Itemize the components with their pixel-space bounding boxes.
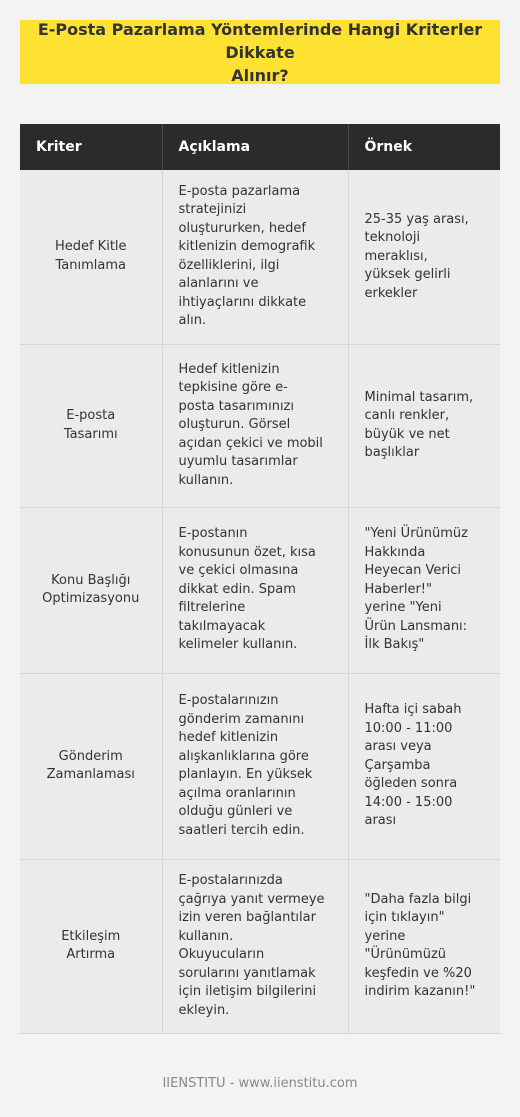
header-aciklama: Açıklama xyxy=(162,124,348,170)
cell-ornek xyxy=(348,344,500,507)
criteria-table xyxy=(20,124,500,1034)
table-row xyxy=(20,507,500,673)
kriter-text: Konu Başlığı Optimizasyonu xyxy=(42,572,140,606)
cell-kriter xyxy=(20,673,162,859)
kriter-text: E-posta Tasarımı xyxy=(63,408,118,442)
cell-kriter xyxy=(20,507,162,673)
aciklama-text: E-posta pazarlama stratejinizi oluştururken, hedef kitlenizin demografik özelliklerini, ilgi alanlarını ve ihtiyaçlarını dikkate alın. xyxy=(178,183,316,329)
kriter-text: Etkileşim Artırma xyxy=(61,928,121,962)
aciklama-text: Hedef kitlenizin tepkisine göre e- posta tasarımınızı oluşturun. Görsel açıdan çekici ve mobil uyumlu tasarımlar kullanın. xyxy=(178,361,323,488)
table-row xyxy=(20,859,500,1033)
title-banner xyxy=(20,20,500,84)
cell-aciklama xyxy=(162,507,348,673)
cell-kriter xyxy=(20,344,162,507)
title-line-2: Alınır? xyxy=(231,65,289,85)
cell-ornek xyxy=(348,673,500,859)
ornek-text: "Daha fazla bilgi için tıklayın" yerine "Ürünümüzü keşfedin ve %20 indirim kazanın!" xyxy=(364,891,476,999)
cell-aciklama xyxy=(162,673,348,859)
cell-aciklama xyxy=(162,170,348,344)
cell-aciklama xyxy=(162,344,348,507)
cell-kriter xyxy=(20,859,162,1033)
footer-credit: IIENSTITU - www.iienstitu.com xyxy=(162,1076,358,1091)
ornek-text: Hafta içi sabah 10:00 - 11:00 arası veya Çarşamba öğleden sonra 14:00 - 15:00 arası xyxy=(364,702,462,829)
cell-ornek xyxy=(348,507,500,673)
kriter-text: Hedef Kitle Tanımlama xyxy=(54,239,127,273)
ornek-text: "Yeni Ürünümüz Hakkında Heyecan Verici Haberler!" yerine "Yeni Ürün Lansmanı: İlk Bakış" xyxy=(364,526,468,653)
header-ornek: Örnek xyxy=(348,124,500,170)
page-title xyxy=(20,18,500,87)
title-line-1: E-Posta Pazarlama Yöntemlerinde Hangi Kriterler Dikkate xyxy=(37,19,483,62)
aciklama-text: E-postanın konusunun özet, kısa ve çekici olmasına dikkat edin. Spam filtrelerine takılmayacak kelimeler kullanın. xyxy=(178,526,316,653)
table-row xyxy=(20,673,500,859)
aciklama-text: E-postalarınızda çağrıya yanıt vermeye izin veren bağlantılar kullanın. Okuyucuların sorularını yanıtlamak için iletişim bilgilerini ekleyin. xyxy=(178,873,325,1018)
table-row xyxy=(20,170,500,344)
table-row xyxy=(20,344,500,507)
aciklama-text: E-postalarınızın gönderim zamanını hedef kitlenizin alışkanlıklarına göre planlayın. En yüksek açılma oranlarının olduğu günleri ve saatleri tercih edin. xyxy=(178,693,313,838)
kriter-text: Gönderim Zamanlaması xyxy=(46,748,135,782)
cell-ornek xyxy=(348,859,500,1033)
cell-kriter xyxy=(20,170,162,344)
cell-aciklama xyxy=(162,859,348,1033)
ornek-text: 25-35 yaş arası, teknoloji meraklısı, yüksek gelirli erkekler xyxy=(364,211,469,301)
cell-ornek xyxy=(348,170,500,344)
ornek-text: Minimal tasarım, canlı renkler, büyük ve net başlıklar xyxy=(364,389,474,460)
header-kriter: Kriter xyxy=(20,124,162,170)
table-header-row xyxy=(20,124,500,170)
